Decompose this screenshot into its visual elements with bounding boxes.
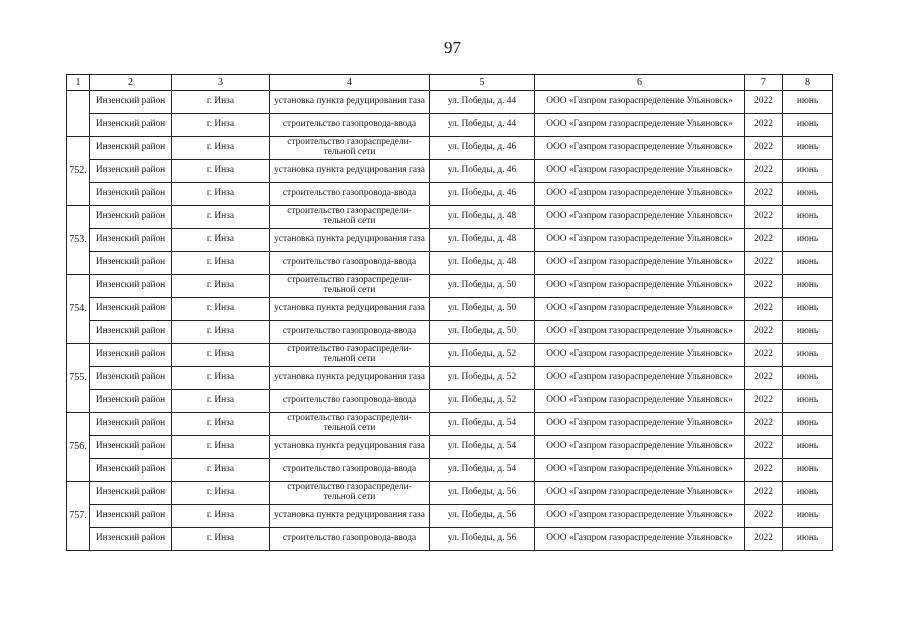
item-number-cell [67,91,90,137]
organization-cell: ООО «Газпром газораспределение Ульяновск» [535,229,745,252]
month-cell: июнь [783,91,833,114]
organization-cell: ООО «Газпром газораспределение Ульяновск» [535,482,745,505]
month-cell: июнь [783,505,833,528]
work-type-cell: установка пункта редуцирования газа [270,160,430,183]
city-cell: г. Инза [172,275,270,298]
table-row [67,137,833,160]
district-cell: Инзенский район [90,298,172,321]
organization-cell: ООО «Газпром газораспределение Ульяновск» [535,528,745,551]
district-cell: Инзенский район [90,413,172,436]
work-type-cell: строительство газораспредели-тельной сети [270,206,430,229]
month-cell: июнь [783,344,833,367]
table-row [67,275,833,298]
address-cell: ул. Победы, д. 52 [430,344,535,367]
table-row [67,160,833,183]
year-cell: 2022 [745,482,783,505]
organization-cell: ООО «Газпром газораспределение Ульяновск» [535,183,745,206]
year-cell: 2022 [745,298,783,321]
work-type-cell: строительство газопровода-ввода [270,528,430,551]
page-number: 97 [444,38,461,57]
address-cell: ул. Победы, д. 50 [430,275,535,298]
city-cell: г. Инза [172,390,270,413]
district-cell: Инзенский район [90,321,172,344]
table-row [67,413,833,436]
organization-cell: ООО «Газпром газораспределение Ульяновск» [535,436,745,459]
city-cell: г. Инза [172,160,270,183]
month-cell: июнь [783,160,833,183]
district-cell: Инзенский район [90,183,172,206]
district-cell: Инзенский район [90,344,172,367]
organization-cell: ООО «Газпром газораспределение Ульяновск» [535,505,745,528]
organization-cell: ООО «Газпром газораспределение Ульяновск» [535,275,745,298]
address-cell: ул. Победы, д. 56 [430,482,535,505]
organization-cell: ООО «Газпром газораспределение Ульяновск» [535,390,745,413]
work-type-cell: строительство газораспредели-тельной сети [270,344,430,367]
table-row [67,344,833,367]
column-header: 1 [67,75,90,91]
month-cell: июнь [783,459,833,482]
city-cell: г. Инза [172,344,270,367]
district-cell: Инзенский район [90,114,172,137]
year-cell: 2022 [745,160,783,183]
organization-cell: ООО «Газпром газораспределение Ульяновск» [535,413,745,436]
address-cell: ул. Победы, д. 50 [430,321,535,344]
address-cell: ул. Победы, д. 54 [430,436,535,459]
item-number-cell: 754. [67,275,90,344]
year-cell: 2022 [745,390,783,413]
city-cell: г. Инза [172,298,270,321]
month-cell: июнь [783,413,833,436]
month-cell: июнь [783,482,833,505]
work-type-cell: строительство газораспредели-тельной сети [270,275,430,298]
district-cell: Инзенский район [90,505,172,528]
city-cell: г. Инза [172,252,270,275]
city-cell: г. Инза [172,137,270,160]
address-cell: ул. Победы, д. 54 [430,459,535,482]
object-table [66,74,833,551]
month-cell: июнь [783,298,833,321]
work-type-cell: строительство газопровода-ввода [270,390,430,413]
table-row [67,91,833,114]
organization-cell: ООО «Газпром газораспределение Ульяновск» [535,91,745,114]
year-cell: 2022 [745,344,783,367]
table-row [67,390,833,413]
column-header: 7 [745,75,783,91]
month-cell: июнь [783,206,833,229]
year-cell: 2022 [745,137,783,160]
city-cell: г. Инза [172,482,270,505]
organization-cell: ООО «Газпром газораспределение Ульяновск» [535,252,745,275]
header-row [67,75,833,91]
month-cell: июнь [783,183,833,206]
year-cell: 2022 [745,252,783,275]
city-cell: г. Инза [172,367,270,390]
month-cell: июнь [783,137,833,160]
column-header: 5 [430,75,535,91]
work-type-cell: строительство газопровода-ввода [270,321,430,344]
month-cell: июнь [783,390,833,413]
month-cell: июнь [783,252,833,275]
month-cell: июнь [783,114,833,137]
year-cell: 2022 [745,321,783,344]
work-type-cell: установка пункта редуцирования газа [270,367,430,390]
address-cell: ул. Победы, д. 46 [430,137,535,160]
city-cell: г. Инза [172,459,270,482]
column-header: 3 [172,75,270,91]
city-cell: г. Инза [172,321,270,344]
city-cell: г. Инза [172,206,270,229]
column-header: 4 [270,75,430,91]
year-cell: 2022 [745,459,783,482]
column-header: 6 [535,75,745,91]
organization-cell: ООО «Газпром газораспределение Ульяновск» [535,206,745,229]
table-row [67,298,833,321]
address-cell: ул. Победы, д. 46 [430,160,535,183]
column-header: 2 [90,75,172,91]
address-cell: ул. Победы, д. 44 [430,114,535,137]
organization-cell: ООО «Газпром газораспределение Ульяновск» [535,114,745,137]
organization-cell: ООО «Газпром газораспределение Ульяновск» [535,367,745,390]
table-row [67,183,833,206]
year-cell: 2022 [745,91,783,114]
work-type-cell: установка пункта редуцирования газа [270,436,430,459]
work-type-cell: установка пункта редуцирования газа [270,298,430,321]
year-cell: 2022 [745,528,783,551]
month-cell: июнь [783,436,833,459]
work-type-cell: строительство газораспредели-тельной сети [270,413,430,436]
district-cell: Инзенский район [90,275,172,298]
work-type-cell: установка пункта редуцирования газа [270,505,430,528]
year-cell: 2022 [745,413,783,436]
address-cell: ул. Победы, д. 52 [430,390,535,413]
month-cell: июнь [783,229,833,252]
address-cell: ул. Победы, д. 48 [430,229,535,252]
district-cell: Инзенский район [90,252,172,275]
year-cell: 2022 [745,229,783,252]
table-row [67,206,833,229]
table-row [67,436,833,459]
work-type-cell: строительство газораспредели-тельной сети [270,137,430,160]
table-body [67,91,833,551]
year-cell: 2022 [745,183,783,206]
table-row [67,459,833,482]
work-type-cell: строительство газопровода-ввода [270,252,430,275]
organization-cell: ООО «Газпром газораспределение Ульяновск» [535,298,745,321]
table-row [67,252,833,275]
item-number-cell: 752. [67,137,90,206]
table-row [67,114,833,137]
district-cell: Инзенский район [90,91,172,114]
month-cell: июнь [783,275,833,298]
district-cell: Инзенский район [90,229,172,252]
year-cell: 2022 [745,436,783,459]
column-header: 8 [783,75,833,91]
year-cell: 2022 [745,206,783,229]
table-row [67,505,833,528]
year-cell: 2022 [745,367,783,390]
year-cell: 2022 [745,114,783,137]
work-type-cell: строительство газопровода-ввода [270,459,430,482]
city-cell: г. Инза [172,114,270,137]
address-cell: ул. Победы, д. 52 [430,367,535,390]
district-cell: Инзенский район [90,459,172,482]
district-cell: Инзенский район [90,367,172,390]
item-number-cell: 753. [67,206,90,275]
city-cell: г. Инза [172,91,270,114]
organization-cell: ООО «Газпром газораспределение Ульяновск» [535,321,745,344]
address-cell: ул. Победы, д. 48 [430,206,535,229]
month-cell: июнь [783,367,833,390]
work-type-cell: строительство газопровода-ввода [270,114,430,137]
table-row [67,321,833,344]
organization-cell: ООО «Газпром газораспределение Ульяновск» [535,137,745,160]
year-cell: 2022 [745,275,783,298]
address-cell: ул. Победы, д. 46 [430,183,535,206]
address-cell: ул. Победы, д. 44 [430,91,535,114]
work-type-cell: установка пункта редуцирования газа [270,91,430,114]
city-cell: г. Инза [172,183,270,206]
work-type-cell: строительство газораспредели-тельной сети [270,482,430,505]
address-cell: ул. Победы, д. 48 [430,252,535,275]
organization-cell: ООО «Газпром газораспределение Ульяновск» [535,344,745,367]
city-cell: г. Инза [172,528,270,551]
district-cell: Инзенский район [90,160,172,183]
district-cell: Инзенский район [90,390,172,413]
city-cell: г. Инза [172,436,270,459]
table-row [67,482,833,505]
district-cell: Инзенский район [90,482,172,505]
item-number-cell: 756. [67,413,90,482]
district-cell: Инзенский район [90,206,172,229]
table-row [67,229,833,252]
city-cell: г. Инза [172,413,270,436]
address-cell: ул. Победы, д. 50 [430,298,535,321]
district-cell: Инзенский район [90,528,172,551]
month-cell: июнь [783,528,833,551]
address-cell: ул. Победы, д. 54 [430,413,535,436]
item-number-cell: 755. [67,344,90,413]
item-number-cell: 757. [67,482,90,551]
organization-cell: ООО «Газпром газораспределение Ульяновск» [535,459,745,482]
district-cell: Инзенский район [90,436,172,459]
address-cell: ул. Победы, д. 56 [430,528,535,551]
table-row [67,528,833,551]
district-cell: Инзенский район [90,137,172,160]
month-cell: июнь [783,321,833,344]
city-cell: г. Инза [172,229,270,252]
organization-cell: ООО «Газпром газораспределение Ульяновск» [535,160,745,183]
work-type-cell: строительство газопровода-ввода [270,183,430,206]
address-cell: ул. Победы, д. 56 [430,505,535,528]
work-type-cell: установка пункта редуцирования газа [270,229,430,252]
city-cell: г. Инза [172,505,270,528]
table-row [67,367,833,390]
year-cell: 2022 [745,505,783,528]
